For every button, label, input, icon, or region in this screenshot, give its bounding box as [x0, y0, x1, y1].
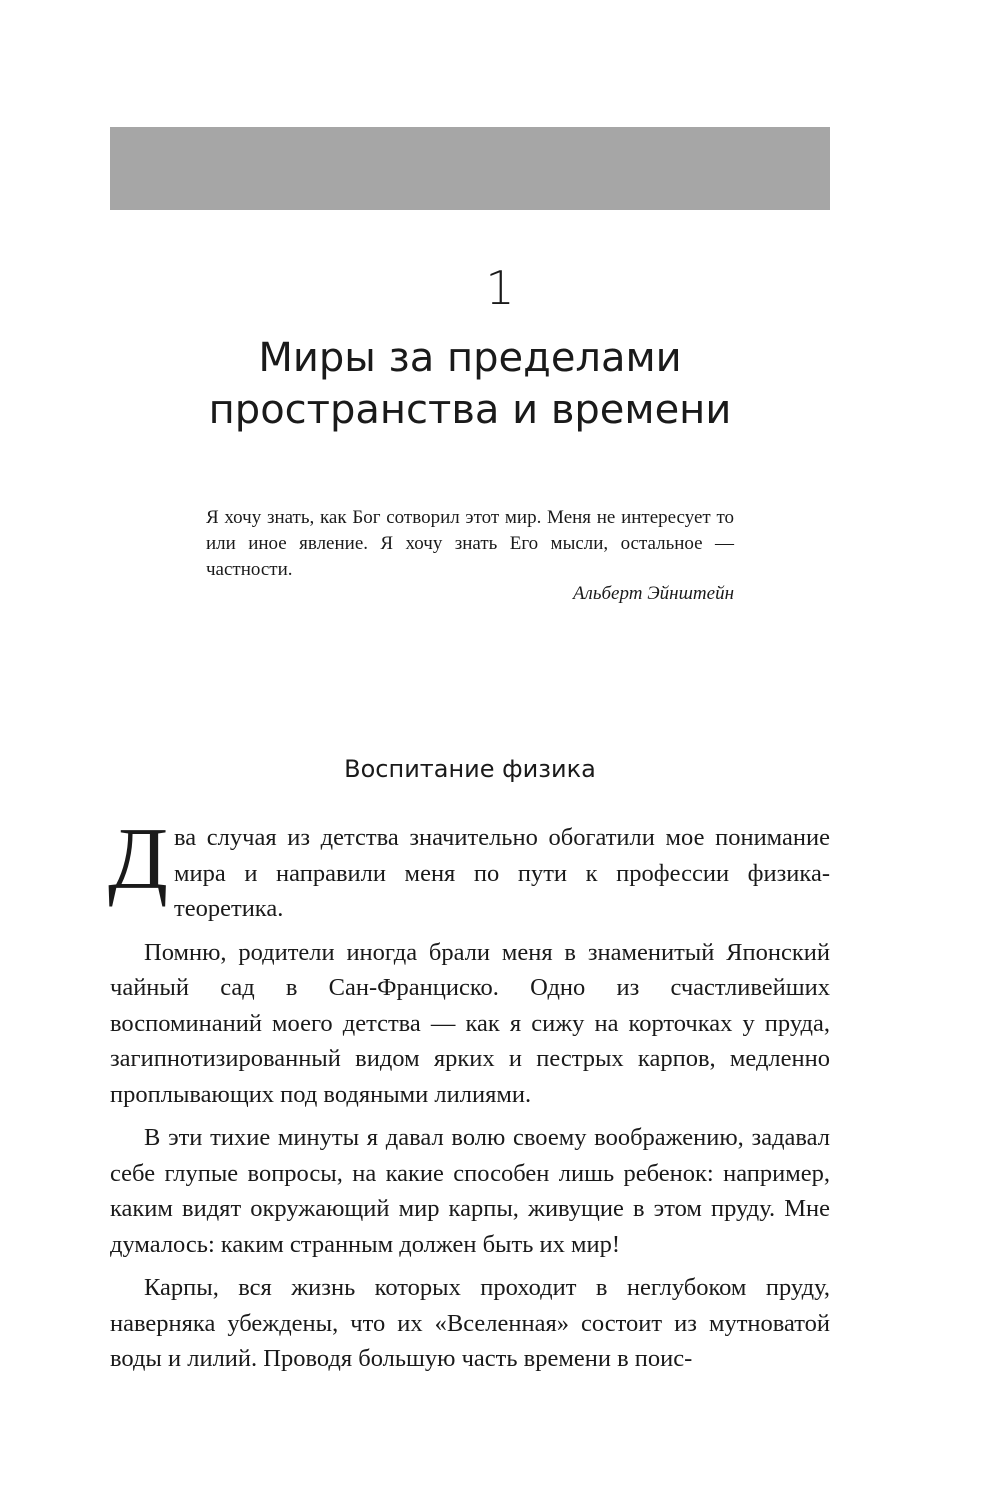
chapter-title-line-2: пространства и времени [208, 387, 732, 433]
epigraph-author: Альберт Эйнштейн [572, 583, 734, 604]
paragraph-1-text: ва случая из детства значительно обогатили мое понимание мира и направили меня по пути к профессии физика-теоретика. [174, 824, 830, 922]
epigraph-quote: Я хочу знать, как Бог сотворил этот мир. Меня не интересует то или иное явление. Я хочу знать Его мысли, остальное — частности. [206, 507, 734, 580]
chapter-title [0, 332, 940, 436]
paragraph-2: Помню, родители иногда брали меня в знаменитый Японский чайный сад в Сан-Франциско. Одно из счастливейших воспоминаний моего детства — как я сижу на корточках у пруда, загипнотизированный видом ярких и пестрых карпов, медленно проплывающих под водяными лилиями. [110, 938, 830, 1108]
body-text [108, 811, 830, 1385]
drop-cap: Д [108, 811, 169, 908]
paragraph-3: В эти тихие минуты я давал волю своему воображению, задавал себе глупые вопросы, на какие способен лишь ребенок: например, каким видят окружающий мир карпы, живущие в этом пруду. Мне думалось: каким странным должен быть их мир! [110, 1124, 830, 1258]
paragraph-4: Карпы, вся жизнь которых проходит в неглубоком пруду, наверняка убеждены, что их «Вселенная» состоит из мутноватой воды и лилий. Проводя большую часть времени в поис- [110, 1274, 830, 1372]
section-heading: Воспитание физика [344, 755, 596, 783]
chapter-header-bar [110, 127, 830, 210]
chapter-number: 1 [485, 261, 515, 315]
paragraph-1 [108, 811, 830, 927]
chapter-title-line-1: Миры за пределами [258, 335, 682, 381]
